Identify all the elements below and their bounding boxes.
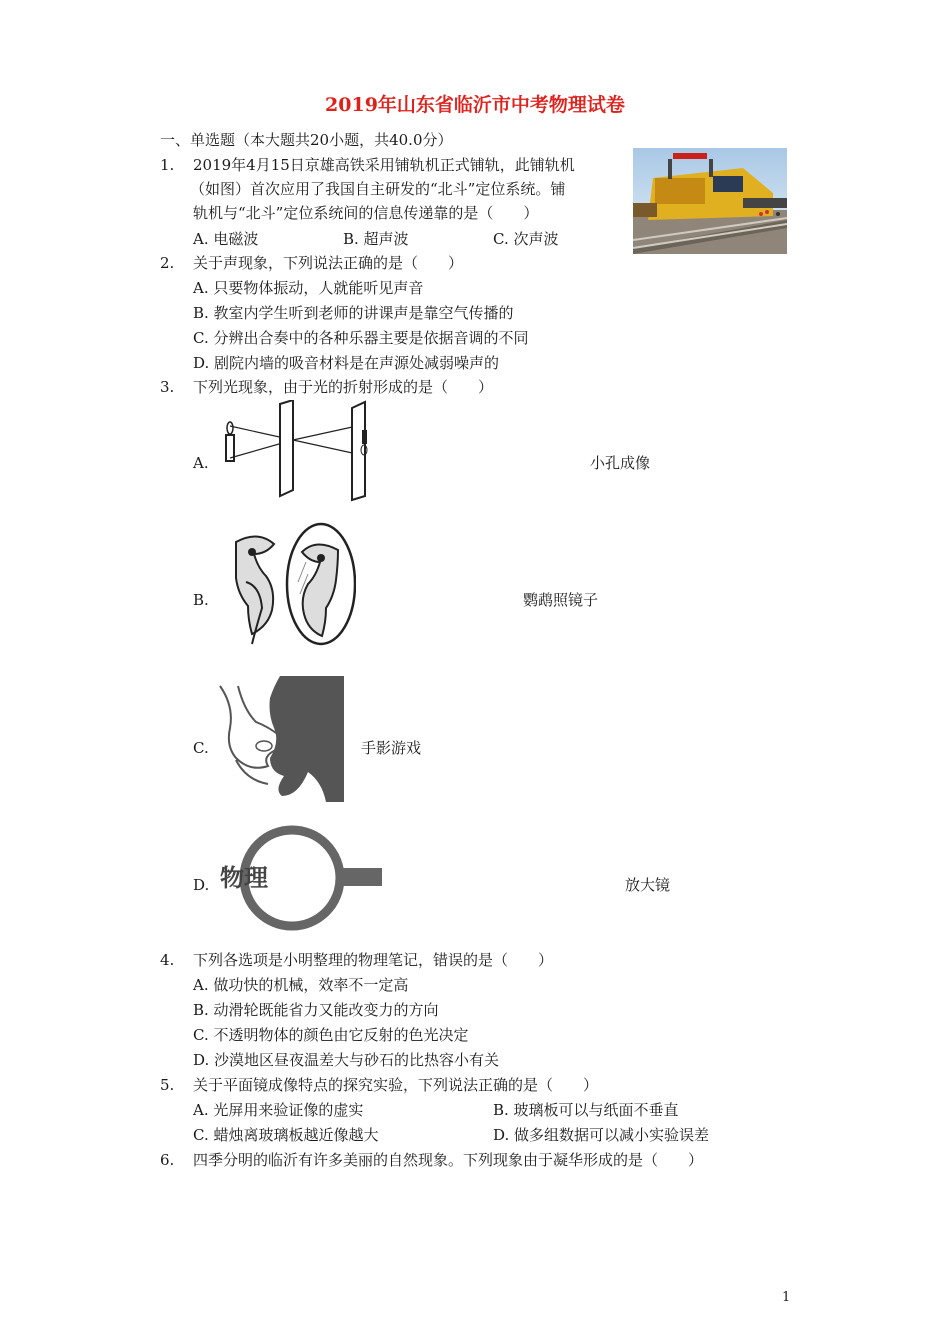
- page-number: 1: [782, 1290, 791, 1305]
- magnifier-text-small: 物理: [220, 864, 268, 892]
- parrot-mirror-figure: [216, 522, 356, 652]
- pinhole-imaging-figure: [216, 400, 396, 502]
- question-3-option-d-caption: 放大镜: [625, 876, 671, 894]
- question-1-line-1: 2019年4月15日京雄高铁采用铺轨机正式铺轨，此铺轨机: [193, 156, 575, 174]
- question-2-option-c: C. 分辨出合奏中的各种乐器主要是依据音调的不同: [193, 329, 529, 347]
- question-3-option-b-letter: B.: [193, 591, 209, 609]
- question-2-option-b: B. 教室内学生听到老师的讲课声是靠空气传播的: [193, 304, 514, 322]
- question-1-option-a: A. 电磁波: [193, 230, 259, 248]
- question-5-option-d: D. 做多组数据可以减小实验误差: [493, 1126, 710, 1144]
- page-title: 2019年山东省临沂市中考物理试卷: [325, 94, 625, 116]
- question-2-option-a: A. 只要物体振动，人就能听见声音: [193, 279, 424, 297]
- question-4-option-b: B. 动滑轮既能省力又能改变力的方向: [193, 1001, 439, 1019]
- question-5-stem: 关于平面镜成像特点的探究实验，下列说法正确的是（ ）: [193, 1076, 599, 1094]
- question-3-option-c-letter: C.: [193, 739, 209, 757]
- question-1-option-c: C. 次声波: [493, 230, 559, 248]
- question-1-line-3: 轨机与“北斗”定位系统间的信息传递靠的是（ ）: [193, 204, 539, 222]
- question-2-stem: 关于声现象，下列说法正确的是（ ）: [193, 254, 464, 272]
- question-4-number: 4.: [160, 951, 175, 969]
- question-3-number: 3.: [160, 378, 175, 396]
- question-2-option-d: D. 剧院内墙的吸音材料是在声源处减弱噪声的: [193, 354, 500, 372]
- hand-shadow-figure: [216, 676, 346, 804]
- question-3-option-c-caption: 手影游戏: [361, 739, 422, 757]
- question-4-stem: 下列各选项是小明整理的物理笔记，错误的是（ ）: [193, 951, 554, 969]
- question-5-option-c: C. 蜡烛离玻璃板越近像越大: [193, 1126, 379, 1144]
- question-3-option-a-caption: 小孔成像: [590, 454, 651, 472]
- question-3-option-b-caption: 鹦鹉照镜子: [523, 591, 599, 609]
- question-4-option-a: A. 做功快的机械，效率不一定高: [193, 976, 409, 994]
- question-1-number: 1.: [160, 156, 175, 174]
- question-5-option-a: A. 光屏用来验证像的虚实: [193, 1101, 364, 1119]
- question-3-option-d-letter: D.: [193, 876, 210, 894]
- question-6-number: 6.: [160, 1151, 175, 1169]
- question-5-option-b: B. 玻璃板可以与纸面不垂直: [493, 1101, 679, 1119]
- magnifying-glass-figure: [216, 822, 386, 934]
- question-1-option-b: B. 超声波: [343, 230, 409, 248]
- question-2-number: 2.: [160, 254, 175, 272]
- track-laying-machine-photo: [633, 148, 787, 254]
- question-6-stem: 四季分明的临沂有许多美丽的自然现象。下列现象由于凝华形成的是（ ）: [193, 1151, 704, 1169]
- question-4-option-d: D. 沙漠地区昼夜温差大与砂石的比热容小有关: [193, 1051, 500, 1069]
- question-3-option-a-letter: A.: [193, 454, 209, 472]
- section-heading: 一、单选题（本大题共20小题，共40.0分）: [160, 131, 453, 149]
- question-3-stem: 下列光现象，由于光的折射形成的是（ ）: [193, 378, 494, 396]
- question-1-line-2: （如图）首次应用了我国自主研发的“北斗”定位系统。铺: [190, 180, 566, 198]
- question-5-number: 5.: [160, 1076, 175, 1094]
- question-4-option-c: C. 不透明物体的颜色由它反射的色光决定: [193, 1026, 469, 1044]
